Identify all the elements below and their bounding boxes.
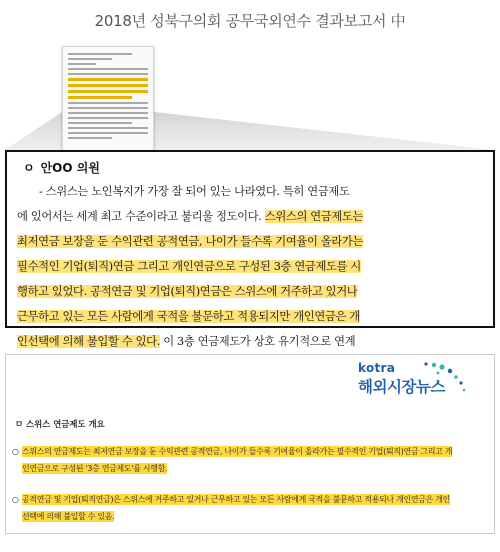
highlighted-text: 행하고 있었다. 공적연금 및 기업(퇴직)연금은 스위스에 거주하고 있거나 — [17, 285, 358, 298]
zoomed-excerpt — [5, 150, 495, 348]
section-heading: ㅁ 스위스 연금제도 개요 — [15, 419, 105, 429]
excerpt-line: 인선택에 의해 불입할 수 있다. 이 3층 연금제도가 상호 유기적으로 연계 — [17, 335, 356, 348]
circle-bullet-icon: ○ — [12, 447, 19, 456]
excerpt-line: - 스위스는 노인복지가 가장 잘 되어 있는 나라였다. 특히 연금제도 — [39, 185, 350, 198]
kotra-logo — [312, 361, 472, 405]
kotra-report-excerpt — [5, 354, 495, 534]
highlighted-text: 최저연금 보장을 둔 수익관련 공적연금, 나이가 들수록 기여율이 올라가는 — [17, 235, 364, 248]
highlighted-text: 필수적인 기업(퇴직)연금 그리고 개인연금으로 구성된 3층 연금제도를 시 — [17, 260, 361, 273]
report-item — [12, 443, 490, 477]
circle-bullet-icon: ○ — [12, 495, 19, 504]
highlighted-text: 공적연금 및 기업(퇴직연금)은 스위스에 거주하고 있거나 근무하고 있는 모든 사람에게 국적을 불문하고 적용되나 개인연금은 개인 — [22, 495, 451, 504]
member-name: 안OO 의원 — [40, 161, 100, 175]
highlighted-text: 인연금으로 구성된 '3층 연금제도'를 시행함. — [22, 464, 168, 473]
highlighted-text: 스위스의 연금제도는 — [264, 210, 364, 223]
excerpt-line — [17, 279, 483, 304]
bullet-icon: ㅇ — [23, 161, 35, 175]
member-heading — [23, 157, 483, 179]
highlighted-text: 근무하고 있는 모든 사람에게 국적을 불문하고 적용되지만 개인연금은 개 — [17, 310, 360, 323]
highlighted-text: 선택에 의해 불입할 수 있음. — [22, 512, 115, 521]
report-item — [12, 491, 490, 525]
excerpt-line: 에 있어서는 세계 최고 수준이라고 불리울 정도이다. 스위스의 연금제도는 — [17, 210, 364, 223]
page-title: 2018년 성북구의회 공무국외연수 결과보고서 中 — [94, 12, 406, 30]
highlighted-text: 스위스의 연금제도는 최저연금 보장을 둔 수익관련 공적연금, 나이가 들수록 기여율이 올라가는 필수적인 기업(퇴직)연금 그리고 개 — [22, 447, 453, 456]
highlighted-text: 인선택에 의해 불입할 수 있다. — [17, 335, 160, 348]
excerpt-line — [17, 254, 483, 279]
excerpt-line — [17, 229, 483, 254]
brand-kotra: kotra — [358, 361, 396, 375]
document-thumbnail — [62, 46, 154, 160]
brand-news: 해외시장뉴스 — [358, 378, 445, 396]
excerpt-line — [17, 304, 483, 329]
